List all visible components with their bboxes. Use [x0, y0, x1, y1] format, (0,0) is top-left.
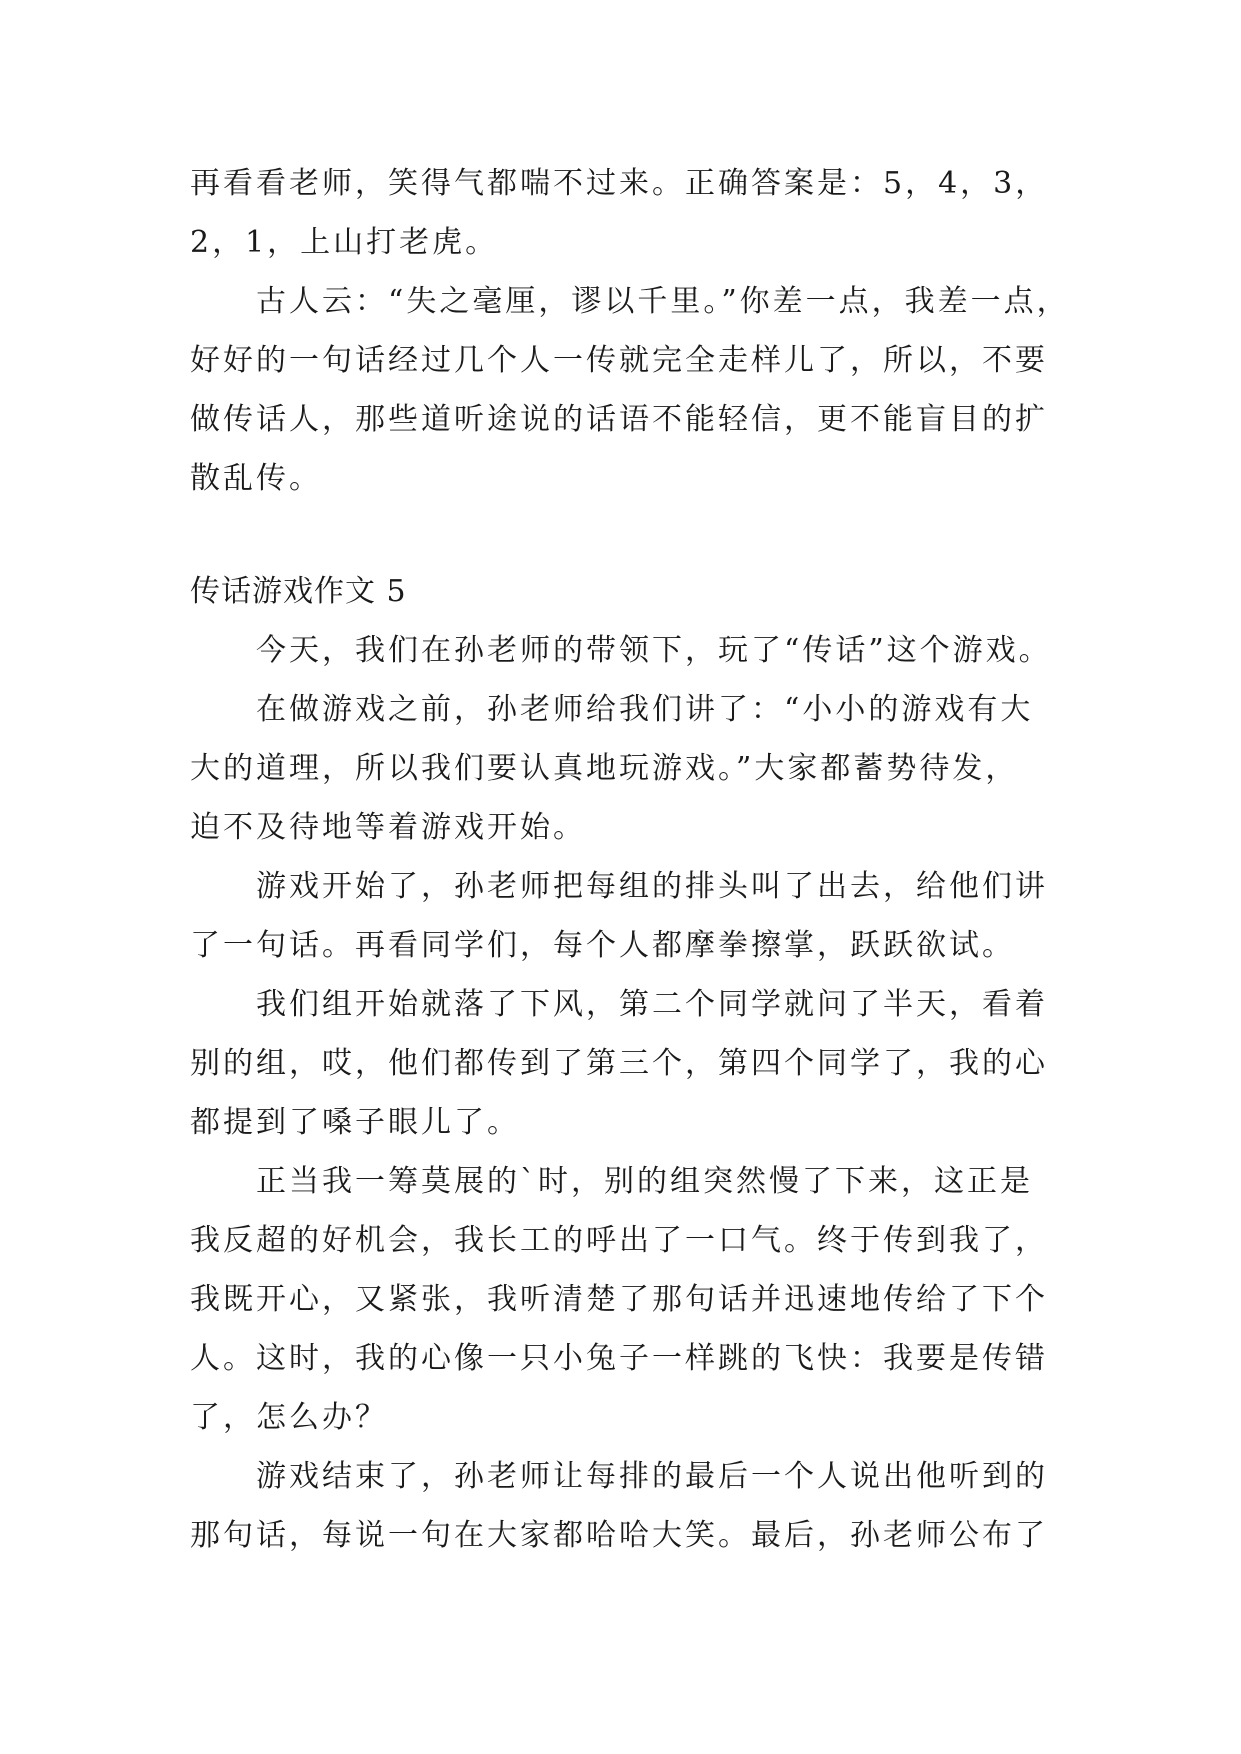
text-line: 再看看老师，笑得气都喘不过来。正确答案是：5，4，3， — [190, 166, 1049, 201]
text-line: 游戏开始了，孙老师把每组的排头叫了出去，给他们讲 — [256, 869, 1048, 904]
text-line: 人。这时，我的心像一只小兔子一样跳的飞快：我要是传错 — [190, 1341, 1048, 1376]
text-line: 做传话人，那些道听途说的话语不能轻信，更不能盲目的扩 — [190, 402, 1048, 437]
text-line: 2，1，上山打老虎。 — [190, 225, 499, 260]
text-line: 我既开心，又紧张，我听清楚了那句话并迅速地传给了下个 — [190, 1282, 1048, 1317]
text-line: 今天，我们在孙老师的带领下，玩了“传话”这个游戏。 — [256, 633, 1052, 668]
text-line: 古人云：“失之毫厘，谬以千里。”你差一点，我差一点， — [256, 284, 1070, 319]
text-line: 我们组开始就落了下风，第二个同学就问了半天，看着 — [256, 987, 1048, 1022]
text-line: 正当我一筹莫展的`时，别的组突然慢了下来，这正是 — [256, 1164, 1033, 1199]
text-line: 大的道理，所以我们要认真地玩游戏。”大家都蓄势待发， — [190, 751, 1019, 786]
text-line: 散乱传。 — [190, 461, 322, 496]
text-line: 我反超的好机会，我长工的呼出了一口气。终于传到我了， — [190, 1223, 1048, 1258]
section-title: 传话游戏作文 5 — [190, 574, 407, 609]
text-line: 那句话，每说一句在大家都哈哈大笑。最后，孙老师公布了 — [190, 1518, 1048, 1553]
text-line: 在做游戏之前，孙老师给我们讲了：“小小的游戏有大 — [256, 692, 1034, 727]
text-line: 了一句话。再看同学们，每个人都摩拳擦掌，跃跃欲试。 — [190, 928, 1015, 963]
text-line: 都提到了嗓子眼儿了。 — [190, 1105, 520, 1140]
text-line: 游戏结束了，孙老师让每排的最后一个人说出他听到的 — [256, 1459, 1048, 1494]
text-line: 迫不及待地等着游戏开始。 — [190, 810, 586, 845]
text-line: 好好的一句话经过几个人一传就完全走样儿了，所以，不要 — [190, 343, 1048, 378]
text-line: 别的组，哎，他们都传到了第三个，第四个同学了，我的心 — [190, 1046, 1048, 1081]
text-line: 了，怎么办？ — [190, 1400, 388, 1435]
